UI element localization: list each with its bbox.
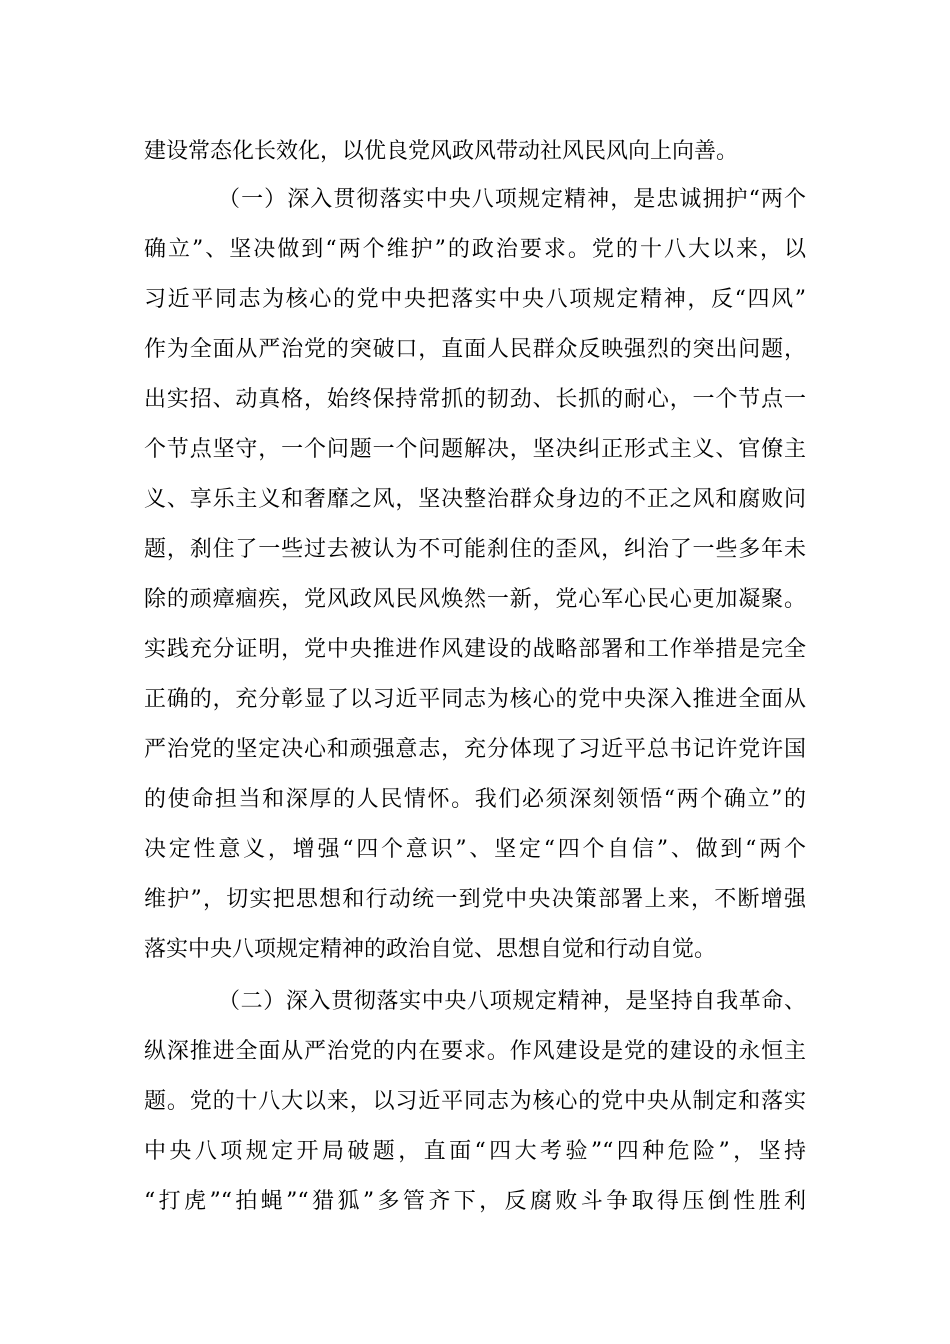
text-line: 作为全面从严治党的突破口，直面人民群众反映强烈的突出问题， <box>144 337 806 362</box>
text-line: 义、享乐主义和奢靡之风，坚决整治群众身边的不正之风和腐败问 <box>144 487 806 512</box>
text-line: 落实中央八项规定精神的政治自觉、思想自觉和行动自觉。 <box>144 937 717 962</box>
text-line: 确立”、坚决做到“两个维护”的政治要求。党的十八大以来，以 <box>144 237 806 262</box>
text-line: 正确的，充分彰显了以习近平同志为核心的党中央深入推进全面从 <box>144 687 806 712</box>
text-line: 决定性意义，增强“四个意识”、坚定“四个自信”、做到“两个 <box>144 837 806 862</box>
text-line: 出实招、动真格，始终保持常抓的韧劲、长抓的耐心，一个节点一 <box>144 387 806 412</box>
paragraph-2-first-line: （二）深入贯彻落实中央八项规定精神，是坚持自我革命、 <box>218 989 806 1014</box>
text-line: 题，刹住了一些过去被认为不可能刹住的歪风，纠治了一些多年未 <box>144 537 806 562</box>
text-line: 严治党的坚定决心和顽强意志，充分体现了习近平总书记许党许国 <box>144 737 806 762</box>
text-line: 实践充分证明，党中央推进作风建设的战略部署和工作举措是完全 <box>144 637 806 662</box>
text-line: 纵深推进全面从严治党的内在要求。作风建设是党的建设的永恒主 <box>144 1039 806 1064</box>
text-line: 除的顽瘴痼疾，党风政风民风焕然一新，党心军心民心更加凝聚。 <box>144 587 806 612</box>
text-line: 的使命担当和深厚的人民情怀。我们必须深刻领悟“两个确立”的 <box>144 787 806 812</box>
text-line: 维护”，切实把思想和行动统一到党中央决策部署上来，不断增强 <box>144 887 806 912</box>
text-line: 个节点坚守，一个问题一个问题解决，坚决纠正形式主义、官僚主 <box>144 437 806 462</box>
text-line: 建设常态化长效化，以优良党风政风带动社风民风向上向善。 <box>144 139 739 164</box>
text-line: 习近平同志为核心的党中央把落实中央八项规定精神，反“四风” <box>144 287 806 312</box>
paragraph-1-first-line: （一）深入贯彻落实中央八项规定精神，是忠诚拥护“两个 <box>218 187 806 212</box>
text-line: 中央八项规定开局破题，直面“四大考验”“四种危险”，坚持 <box>144 1139 806 1164</box>
text-line: 题。党的十八大以来，以习近平同志为核心的党中央从制定和落实 <box>144 1089 806 1114</box>
text-line: “打虎”“拍蝇”“猎狐”多管齐下，反腐败斗争取得压倒性胜利 <box>144 1189 806 1214</box>
